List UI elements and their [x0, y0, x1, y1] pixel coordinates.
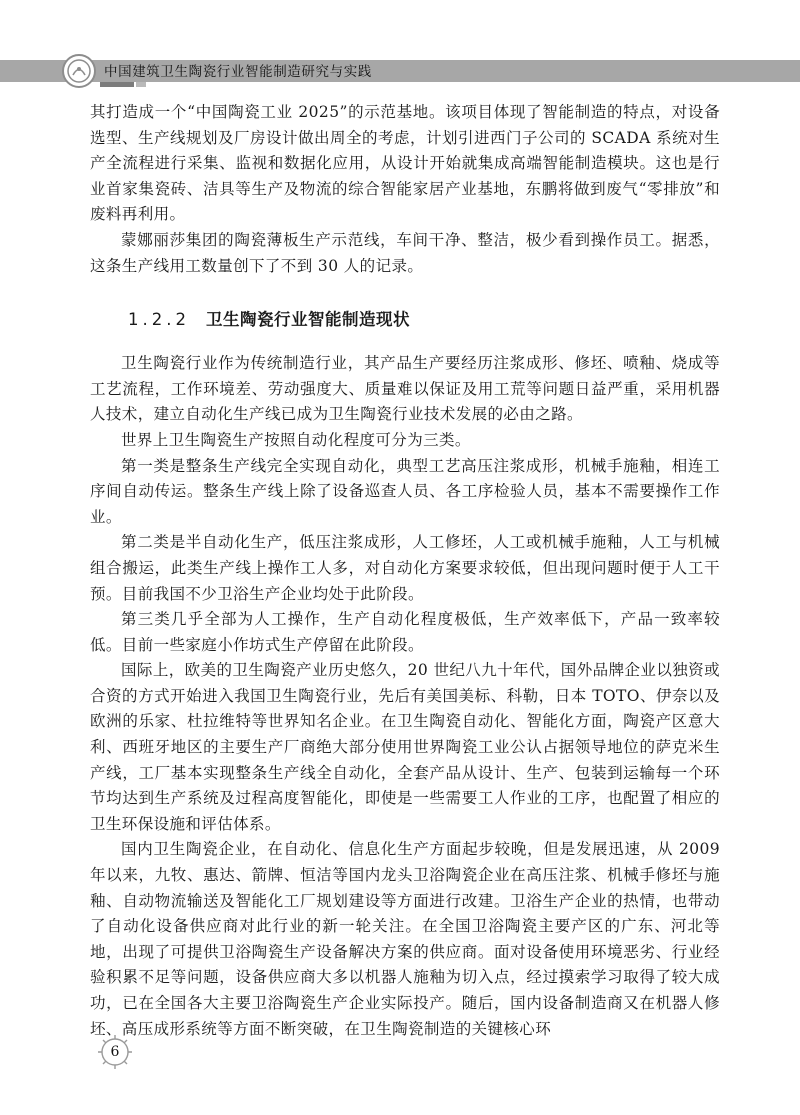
paragraph: 国际上，欧美的卫生陶瓷产业历史悠久，20 世纪八九十年代，国外品牌企业以独资或合资的方式开始进入我国卫生陶瓷行业，先后有美国美标、科勒，日本 TOTO、伊奈以及欧洲的乐家、杜拉维特等世界知名企业。在卫生陶瓷自动化、智能化方面，陶瓷产区意大利、西班牙地区的主要生产厂商绝大部分使用世界陶瓷工业公认占据领导地位的萨克米生产线，工厂基本实现整条生产线全自动化，全套产品从设计、生产、包装到运输每一个环节均达到生产系统及过程高度智能化，即使是一些需要工人作业的工序，也配置了相应的卫生环保设施和评估体系。 — [90, 661, 720, 833]
running-header — [0, 0, 800, 96]
header-book-title: 中国建筑卫生陶瓷行业智能制造研究与实践 — [104, 64, 372, 80]
paragraph: 世界上卫生陶瓷生产按照自动化程度可分为三类。 — [121, 430, 471, 449]
paragraph: 国内卫生陶瓷企业，在自动化、信息化生产方面起步较晚，但是发展迅速，从 2009 年以来，九牧、惠达、箭牌、恒洁等国内龙头卫浴陶瓷企业在高压注浆、机械手修坯与施釉、自动物流输送及智能化工厂规划建设等方面进行改建。卫浴生产企业的热情，也带动了自动化设备供应商对此行业的新一轮关注。在全国卫浴陶瓷主要产区的广东、河北等地，出现了可提供卫浴陶瓷生产设备解决方案的供应商。面对设备使用环境恶劣、行业经验积累不足等问题，设备供应商大多以机器人施釉为切入点，经过摸索学习取得了较大成功，已在全国各大主要卫浴陶瓷生产企业实际投产。随后，国内设备制造商又在机器人修坯、高压成形系统等方面不断突破，在卫生陶瓷制造的关键核心环 — [90, 840, 720, 1038]
paragraph: 第一类是整条生产线完全实现自动化，典型工艺高压注浆成形，机械手施釉，相连工序间自动传运。整条生产线上除了设备巡查人员、各工序检验人员，基本不需要操作工作业。 — [90, 456, 720, 526]
header-accent-stripe — [100, 82, 134, 87]
section-title: 卫生陶瓷行业智能制造现状 — [205, 310, 410, 330]
section-heading — [128, 306, 720, 330]
section-number: 1.2.2 — [128, 310, 190, 330]
paragraph: 第二类是半自动化生产，低压注浆成形，人工修坯，人工或机械手施釉，人工与机械组合搬运，此类生产线上操作工人多，对自动化方案要求较低，但出现问题时便于人工干预。目前我国不少卫浴生产企业均处于此阶段。 — [90, 533, 720, 603]
paragraph: 蒙娜丽莎集团的陶瓷薄板生产示范线，车间干净、整洁，极少看到操作员工。据悉，这条生产线用工数量创下了不到 30 人的记录。 — [90, 230, 720, 275]
paragraph: 其打造成一个“中国陶瓷工业 2025”的示范基地。该项目体现了智能制造的特点，对设备选型、生产线规划及厂房设计做出周全的考虑，计划引进西门子公司的 SCADA 系统对生产全流程进行采集、监视和数据化应用，从设计开始就集成高端智能制造模块。这也是行业首家集瓷砖、洁具等生产及物流的综合智能家居产业基地，东鹏将做到废气“零排放”和废料再利用。 — [90, 103, 720, 224]
book-emblem-icon — [62, 54, 96, 88]
paragraph: 卫生陶瓷行业作为传统制造行业，其产品生产要经历注浆成形、修坯、喷釉、烧成等工艺流程，工作环境差、劳动强度大、质量难以保证及用工荒等问题日益严重，采用机器人技术，建立自动化生产线已成为卫生陶瓷行业技术发展的必由之路。 — [90, 354, 720, 424]
body-text — [90, 100, 720, 1042]
paragraph: 第三类几乎全部为人工操作，生产自动化程度极低，生产效率低下，产品一致率较低。目前一些家庭小作坊式生产停留在此阶段。 — [90, 610, 720, 654]
page-number: 6 — [110, 1044, 120, 1060]
header-accent-stripe-light — [136, 82, 146, 87]
page-number-badge — [96, 1033, 134, 1071]
